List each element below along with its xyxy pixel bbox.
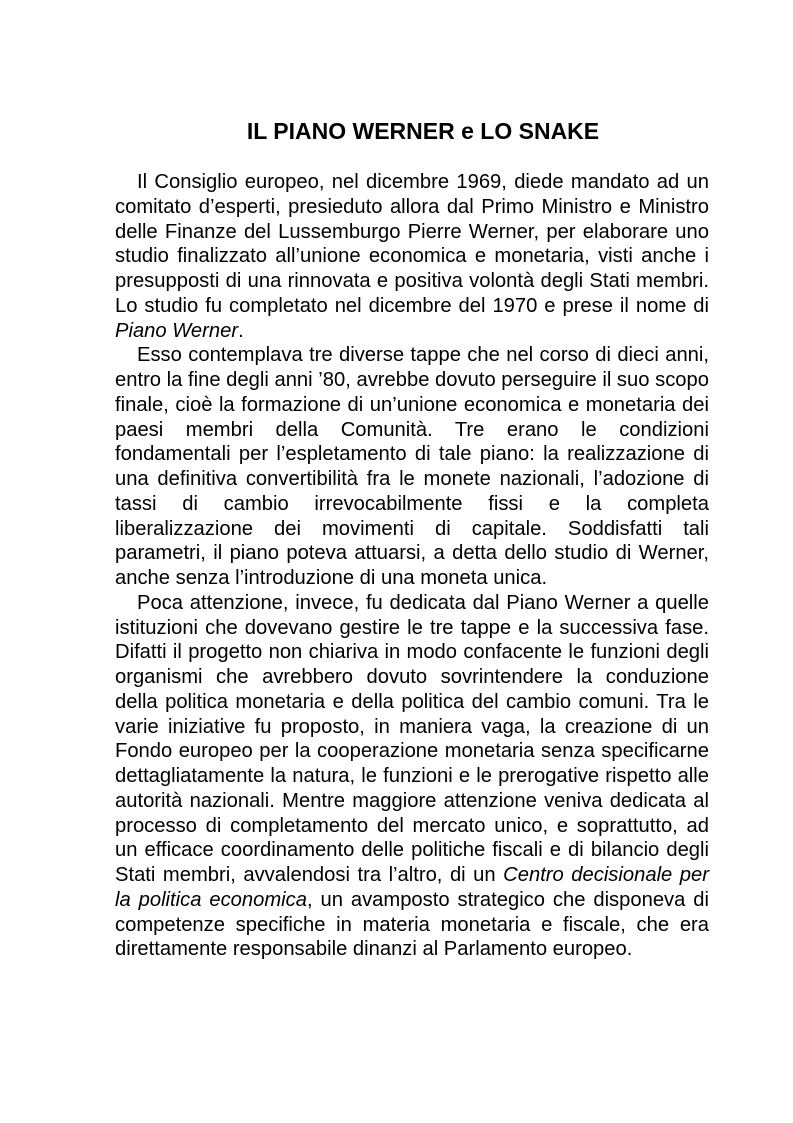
paragraph-3-text: Poca attenzione, invece, fu dedicata dal Piano Werner a quelle istituzioni che dovevano gestire le tre tappe e la successiva fase. Difatti il progetto non chiariva in modo confacente le funzioni degli organismi che avrebbero dovuto sovrintendere la conduzione della politica monetaria e della politica del cambio comuni. Tra le varie iniziative fu proposto, in maniera vaga, la creazione di un Fondo europeo per la cooperazione monetaria senza specificarne dettagliatamente la natura, le funzioni e le prerogative rispetto alle autorità nazionali. Mentre maggiore attenzione veniva dedicata al processo di completamento del mercato unico, e soprattutto, ad un efficace coordinamento delle politiche fiscali e di bilancio degli Stati membri, avvalendosi tra l’altro, di un — [115, 591, 709, 886]
paragraph-1 — [115, 170, 709, 343]
paragraph-2 — [115, 343, 709, 591]
paragraph-1-emphasis: Piano Werner — [115, 319, 239, 342]
paragraph-3-end: , un avamposto strategico che disponeva di competenze specifiche in materia monetaria e fiscale, che era direttamente responsabile dinanzi al Parlamento europeo. — [115, 888, 709, 961]
body-text — [115, 170, 709, 962]
paragraph-1-end: . — [238, 319, 244, 342]
paragraph-1-text: Il Consiglio europeo, nel dicembre 1969, diede mandato ad un comitato d’esperti, presieduto allora dal Primo Ministro e Ministro delle Finanze del Lussemburgo Pierre Werner, per elaborare uno studio finalizzato all’unione economica e monetaria, visti anche i presupposti di una rinnovata e positiva volontà degli Stati membri. Lo studio fu completato nel dicembre del 1970 e prese il nome di — [115, 171, 709, 317]
paragraph-2-text: Esso contemplava tre diverse tappe che nel corso di dieci anni, entro la fine degli anni ’80, avrebbe dovuto perseguire il suo scopo finale, cioè la formazione di un’unione economica e monetaria dei paesi membri della Comunità. Tre erano le condizioni fondamentali per l’espletamento di tale piano: la realizzazione di una definitiva convertibilità fra le monete nazionali, l’adozione di tassi di cambio irrevocabilmente fissi e la completa liberalizzazione dei movimenti di capitale. Soddisfatti tali parametri, il piano poteva attuarsi, a detta dello studio di Werner, anche senza l’introduzione di una moneta unica. — [115, 344, 709, 589]
paragraph-3 — [115, 591, 709, 962]
page-title: IL PIANO WERNER e LO SNAKE — [246, 118, 600, 144]
paragraph-3-emphasis: Centro decisionale per la politica economica — [115, 864, 709, 911]
